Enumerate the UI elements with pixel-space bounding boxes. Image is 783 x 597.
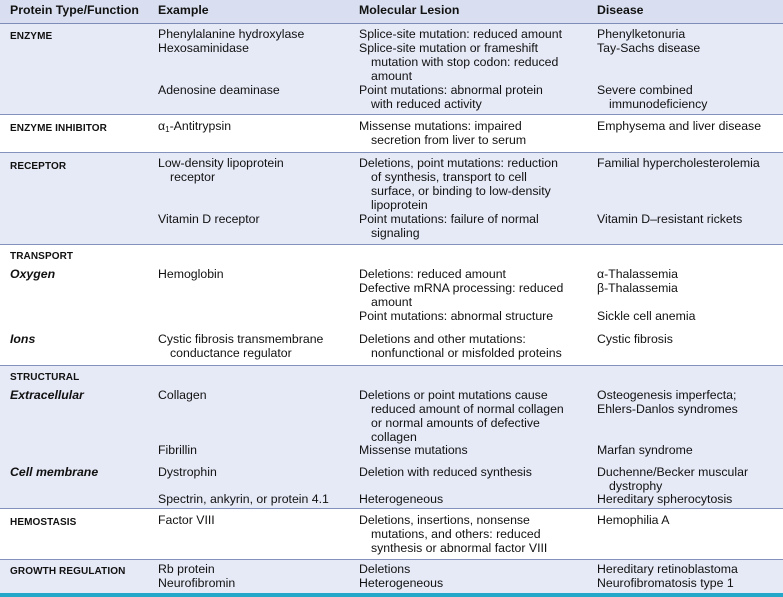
example: Spectrin, ankyrin, or protein 4.1	[158, 492, 329, 506]
disease: Familial hypercholesterolemia	[597, 156, 760, 170]
example: Adenosine deaminase	[158, 83, 280, 97]
group-label: ENZYME	[10, 31, 53, 42]
example	[158, 120, 231, 137]
lesion: synthesis or abnormal factor VIII	[371, 541, 548, 555]
lesion: mutations, and others: reduced	[371, 527, 541, 541]
lesion: Deletions and other mutations:	[359, 332, 526, 346]
group-label: GROWTH REGULATION	[10, 566, 126, 577]
example: Vitamin D receptor	[158, 212, 260, 226]
lesion: or normal amounts of defective	[371, 416, 540, 430]
example: receptor	[170, 170, 216, 184]
disease: immunodeficiency	[609, 97, 708, 111]
disease: Hereditary retinoblastoma	[597, 562, 738, 576]
lesion: Point mutations: failure of normal	[359, 212, 539, 226]
group-label: RECEPTOR	[10, 161, 67, 172]
example: Hemoglobin	[158, 267, 224, 281]
example: Neurofibromin	[158, 576, 236, 590]
lesion: Defective mRNA processing: reduced	[359, 281, 564, 295]
disease: Hereditary spherocytosis	[597, 492, 733, 506]
disease: Severe combined	[597, 83, 693, 97]
sublabel-oxygen: Oxygen	[10, 267, 56, 281]
table-header	[0, 0, 783, 24]
lesion: amount	[371, 295, 413, 309]
disease: Marfan syndrome	[597, 443, 693, 457]
lesion: signaling	[371, 226, 420, 240]
example: Factor VIII	[158, 513, 215, 527]
lesion: Heterogeneous	[359, 576, 444, 590]
lesion: Deletions, point mutations: reduction	[359, 156, 558, 170]
example: Dystrophin	[158, 465, 217, 479]
lesion: surface, or binding to low-density	[371, 184, 551, 198]
lesion: Missense mutations: impaired	[359, 119, 522, 133]
group-label: TRANSPORT	[10, 251, 74, 262]
disease: Osteogenesis imperfecta;	[597, 388, 737, 402]
example-suffix: -Antitrypsin	[169, 119, 232, 133]
lesion: of synthesis, transport to cell	[371, 170, 527, 184]
group-hemostasis	[0, 509, 783, 560]
lesion: Deletions or point mutations cause	[359, 388, 548, 402]
lesion: Heterogeneous	[359, 492, 444, 506]
group-label: ENZYME INHIBITOR	[10, 123, 107, 134]
example: Phenylalanine hydroxylase	[158, 27, 305, 41]
disease: Sickle cell anemia	[597, 309, 696, 323]
disease: β-Thalassemia	[597, 281, 678, 295]
lesion: Point mutations: abnormal protein	[359, 83, 543, 97]
disease: dystrophy	[609, 479, 663, 493]
disease: Phenylketonuria	[597, 27, 686, 41]
group-growth-regulation	[0, 560, 783, 594]
example: Rb protein	[158, 562, 215, 576]
disease: Duchenne/Becker muscular	[597, 465, 749, 479]
header-example: Example	[158, 3, 209, 17]
example: Collagen	[158, 388, 207, 402]
example: Cystic fibrosis transmembrane	[158, 332, 324, 346]
lesion: collagen	[371, 430, 417, 444]
group-enzyme	[0, 24, 783, 115]
disease: Ehlers-Danlos syndromes	[597, 402, 738, 416]
disease: Cystic fibrosis	[597, 332, 673, 346]
lesion: amount	[371, 69, 413, 83]
lesion: nonfunctional or misfolded proteins	[371, 346, 562, 360]
lesion: lipoprotein	[371, 198, 428, 212]
lesion: with reduced activity	[371, 97, 482, 111]
disease: Neurofibromatosis type 1	[597, 576, 734, 590]
header-molecular-lesion: Molecular Lesion	[359, 3, 460, 17]
example: Low-density lipoprotein	[158, 156, 284, 170]
example: conductance regulator	[170, 346, 292, 360]
lesion: Deletion with reduced synthesis	[359, 465, 532, 479]
lesion: mutation with stop codon: reduced	[371, 55, 559, 69]
lesion: Missense mutations	[359, 443, 468, 457]
bottom-accent-bar	[0, 593, 783, 597]
group-structural	[0, 366, 783, 509]
lesion: Deletions: reduced amount	[359, 267, 506, 281]
disease: Vitamin D–resistant rickets	[597, 212, 743, 226]
lesion: Splice-site mutation: reduced amount	[359, 27, 563, 41]
group-transport	[0, 245, 783, 366]
alpha-subscript: 1	[165, 125, 170, 134]
lesion: Point mutations: abnormal structure	[359, 309, 554, 323]
example: Hexosaminidase	[158, 41, 249, 55]
lesion: Deletions	[359, 562, 411, 576]
lesion: Splice-site mutation or frameshift	[359, 41, 539, 55]
group-receptor	[0, 153, 783, 245]
header-protein-type: Protein Type/Function	[10, 3, 139, 17]
example: Fibrillin	[158, 443, 197, 457]
alpha-prefix: α	[158, 119, 166, 133]
sublabel-cell-membrane: Cell membrane	[10, 465, 99, 479]
group-label: STRUCTURAL	[10, 372, 80, 383]
lesion: secretion from liver to serum	[371, 133, 527, 147]
lesion: Deletions, insertions, nonsense	[359, 513, 530, 527]
disease: Emphysema and liver disease	[597, 119, 762, 133]
sublabel-ions: Ions	[10, 332, 36, 346]
group-enzyme-inhibitor	[0, 115, 783, 153]
lesion: reduced amount of normal collagen	[371, 402, 564, 416]
sublabel-extracellular: Extracellular	[10, 388, 84, 402]
group-label: HEMOSTASIS	[10, 517, 77, 528]
disease: α-Thalassemia	[597, 267, 678, 281]
disease: Hemophilia A	[597, 513, 670, 527]
disease: Tay-Sachs disease	[597, 41, 701, 55]
header-disease: Disease	[597, 3, 644, 17]
